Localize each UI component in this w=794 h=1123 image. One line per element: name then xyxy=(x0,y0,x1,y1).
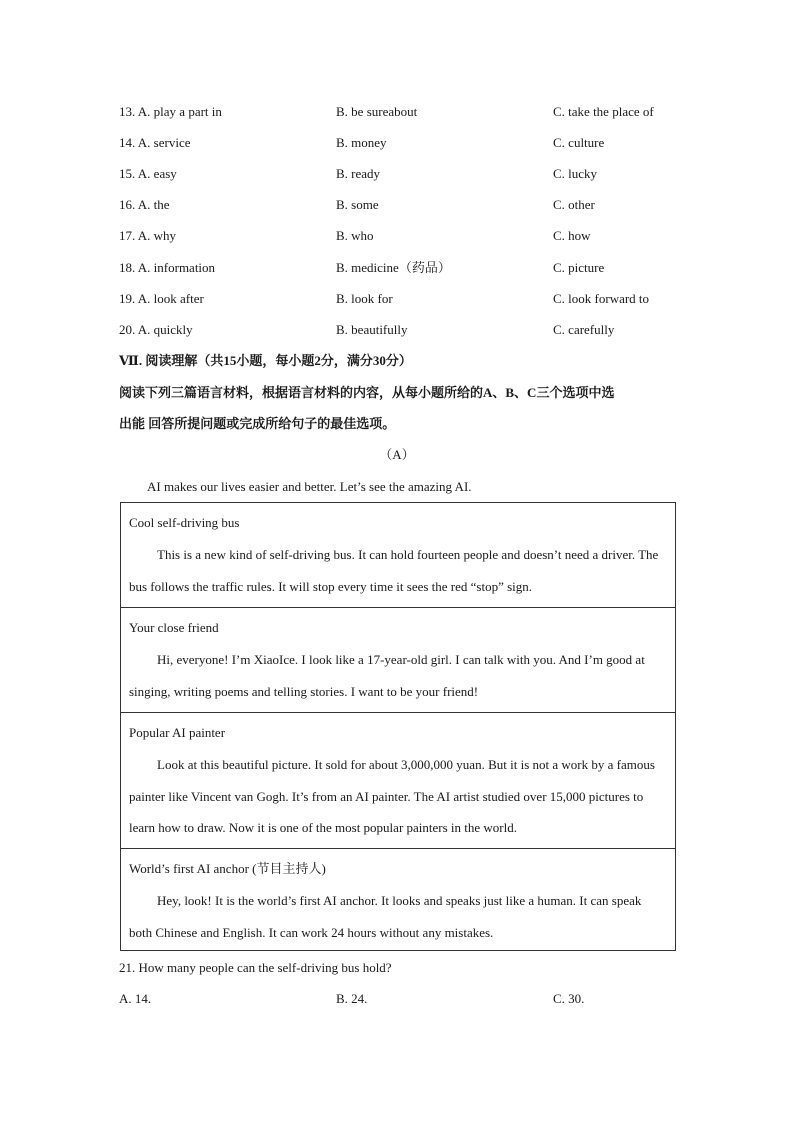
option-c: C. picture xyxy=(553,260,605,275)
answer-option-b: B. 24. xyxy=(336,991,368,1006)
option-row-15 xyxy=(119,164,679,184)
info-box-body: Hi, everyone! I’m XiaoIce. I look like a 17-year-old girl. I can talk with you. And I’m good at singing, writing poems and telling stories. I want to be your friend! xyxy=(129,652,645,699)
option-row-17 xyxy=(119,226,679,246)
info-box-title: Your close friend xyxy=(129,620,219,635)
passage-label: （A） xyxy=(379,447,415,462)
info-box-friend xyxy=(121,608,675,713)
option-c: C. other xyxy=(553,197,595,212)
info-box-body: Hey, look! It is the world’s first AI anchor. It looks and speaks just like a human. It can speak both Chinese and English. It can work 24 hours without any mistakes. xyxy=(129,893,642,940)
option-a: 17. A. why xyxy=(119,228,177,243)
option-c: C. look forward to xyxy=(553,291,650,306)
option-b: B. be sureabout xyxy=(336,104,418,119)
option-a: 19. A. look after xyxy=(119,291,204,306)
ai-info-table xyxy=(120,502,676,951)
option-c: C. how xyxy=(553,228,591,243)
option-a: 15. A. easy xyxy=(119,166,177,181)
option-a: 20. A. quickly xyxy=(119,322,193,337)
question-stem: 21. How many people can the self-driving bus hold? xyxy=(119,960,392,975)
question-options xyxy=(119,989,679,1009)
info-box-title: World’s first AI anchor (节目主持人) xyxy=(129,861,326,876)
option-row-14 xyxy=(119,133,679,153)
option-b: B. some xyxy=(336,197,379,212)
info-box-anchor xyxy=(121,849,675,950)
instruction-line-1: 阅读下列三篇语言材料，根据语言材料的内容，从每小题所给的A、B、C三个选项中选 xyxy=(119,385,615,400)
option-c: C. lucky xyxy=(553,166,598,181)
answer-option-a: A. 14. xyxy=(119,991,152,1006)
info-box-bus xyxy=(121,503,675,608)
option-c: C. culture xyxy=(553,135,605,150)
section-heading: Ⅶ. 阅读理解（共15小题，每小题2分，满分30分） xyxy=(119,353,412,368)
option-a: 18. A. information xyxy=(119,260,216,275)
instruction-line-2: 出能 回答所提问题或完成所给句子的最佳选项。 xyxy=(119,416,396,431)
option-row-20 xyxy=(119,320,679,340)
info-box-painter xyxy=(121,713,675,849)
option-b: B. look for xyxy=(336,291,393,306)
option-b: B. money xyxy=(336,135,387,150)
info-box-title: Popular AI painter xyxy=(129,725,226,740)
option-row-13 xyxy=(119,102,679,122)
info-box-title: Cool self-driving bus xyxy=(129,515,240,530)
answer-option-c: C. 30. xyxy=(553,991,585,1006)
option-a: 14. A. service xyxy=(119,135,191,150)
option-b: B. who xyxy=(336,228,374,243)
option-b: B. ready xyxy=(336,166,381,181)
info-box-body: Look at this beautiful picture. It sold for about 3,000,000 yuan. But it is not a work by a famous painter like Vincent van Gogh. It’s from an AI painter. The AI artist studied over 15,000 pictures to learn how to draw. Now it is one of the most popular painters in the world. xyxy=(129,757,655,835)
passage-intro: AI makes our lives easier and better. Let’s see the amazing AI. xyxy=(147,479,472,494)
info-box-body: This is a new kind of self-driving bus. It can hold fourteen people and doesn’t need a driver. The bus follows the traffic rules. It will stop every time it sees the red “stop” sign. xyxy=(129,547,659,594)
option-a: 16. A. the xyxy=(119,197,170,212)
option-b: B. beautifully xyxy=(336,322,408,337)
option-c: C. carefully xyxy=(553,322,615,337)
option-b: B. medicine（药品） xyxy=(336,260,451,275)
option-c: C. take the place of xyxy=(553,104,654,119)
option-a: 13. A. play a part in xyxy=(119,104,222,119)
option-row-16 xyxy=(119,195,679,215)
option-row-18 xyxy=(119,258,679,278)
option-row-19 xyxy=(119,289,679,309)
